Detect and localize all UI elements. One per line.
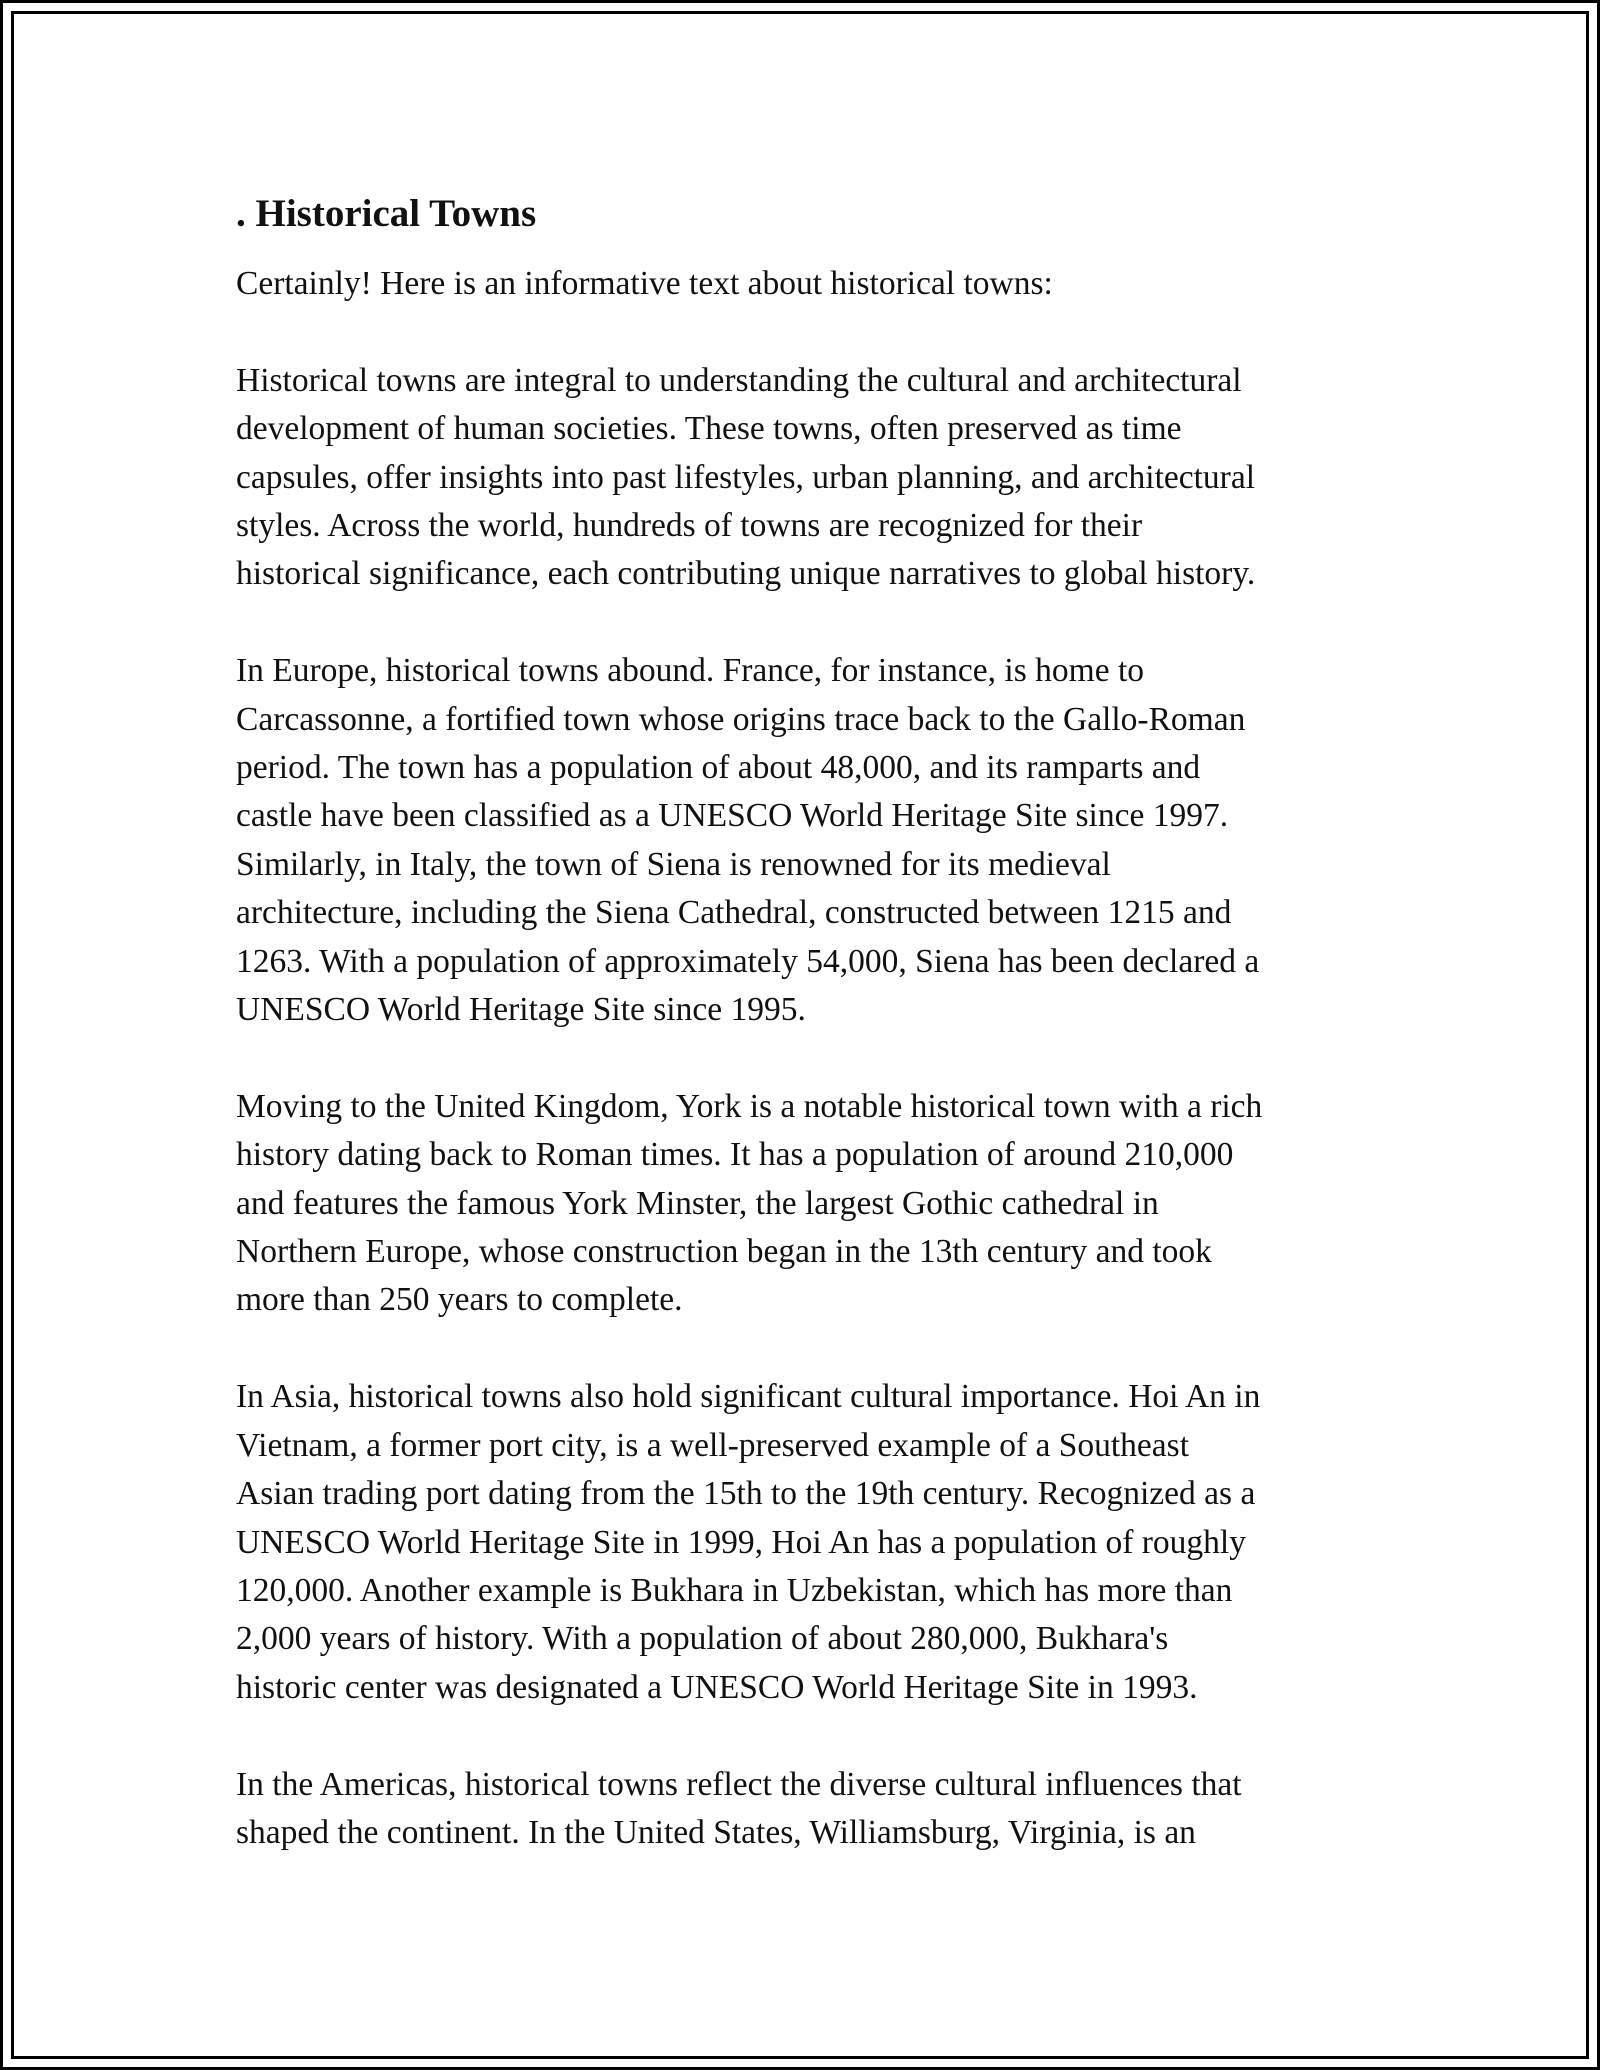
paragraph-americas: In the Americas, historical towns reflect the diverse cultural influences that shaped the continent. In the United States, Williamsburg, Virginia, is an (236, 1765, 1242, 1851)
paragraph-europe: In Europe, historical towns abound. France, for instance, is home to Carcassonne, a fortified town whose origins trace back to the Gallo-Roman period. The town has a population of about 48,000, and its ramparts and castle have been classified as a UNESCO World Heritage Site since 1997. Similarly, in Italy, the town of Siena is renowned for its medieval architecture, including the Siena Cathedral, constructed between 1215 and 1263. With a population of approximately 54,000, Siena has been declared a UNESCO World Heritage Site since 1995. (236, 652, 1260, 1029)
document-body (236, 190, 1376, 1857)
paragraph-asia: In Asia, historical towns also hold significant cultural importance. Hoi An in Vietnam, a former port city, is a well-preserved example of a Southeast Asian trading port dating from the 15th to the 19th century. Recognized as a UNESCO World Heritage Site in 1999, Hoi An has a population of roughly 120,000. Another example is Bukhara in Uzbekistan, which has more than 2,000 years of history. With a population of about 280,000, Bukhara's historic center was designated a UNESCO World Heritage Site in 1993. (236, 1378, 1261, 1706)
paragraph-united-kingdom: Moving to the United Kingdom, York is a notable historical town with a rich history dating back to Roman times. It has a population of around 210,000 and features the famous York Minster, the largest Gothic cathedral in Northern Europe, whose construction began in the 13th century and took more than 250 years to complete. (236, 1087, 1263, 1319)
paragraph-intro: Certainly! Here is an informative text about historical towns: (236, 265, 1053, 302)
document-title: . Historical Towns (236, 192, 537, 235)
paragraph-overview: Historical towns are integral to understanding the cultural and architectural development of human societies. These towns, often preserved as time capsules, offer insights into past lifestyles, urban planning, and architectural styles. Across the world, hundreds of towns are recognized for their historical significance, each contributing unique narratives to global history. (236, 361, 1256, 593)
